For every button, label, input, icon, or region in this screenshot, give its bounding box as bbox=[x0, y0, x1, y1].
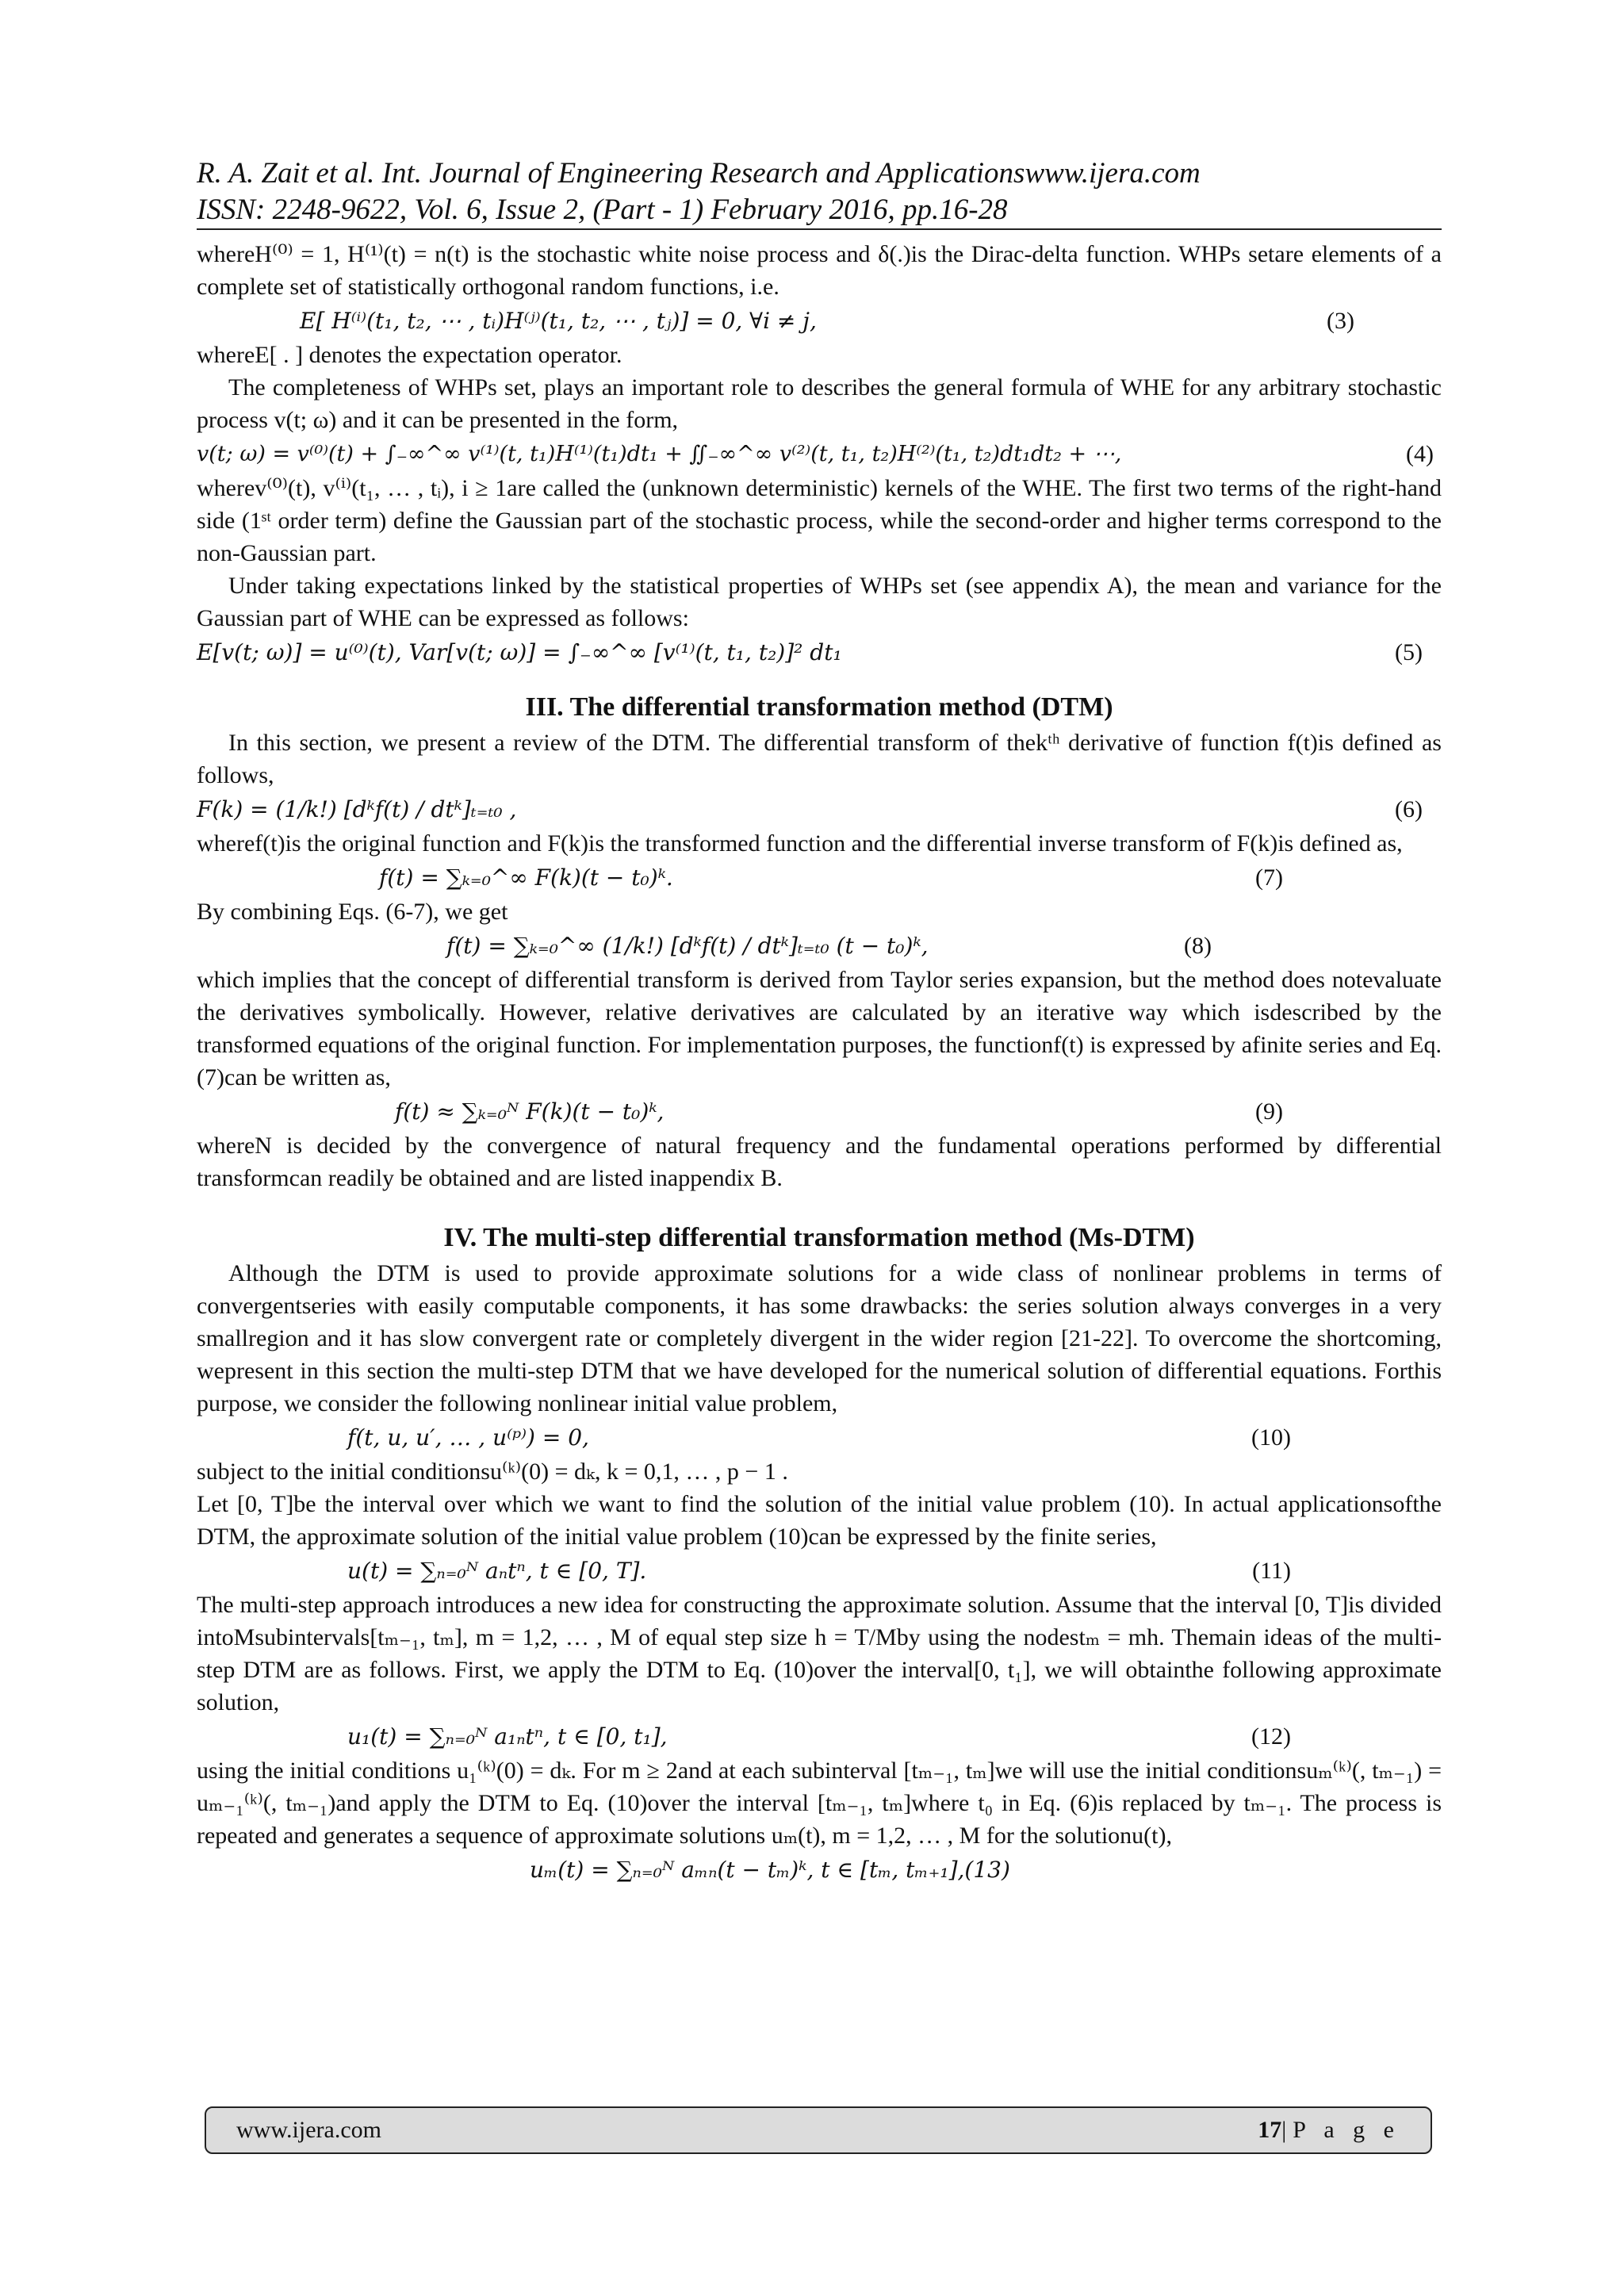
equation-12-formula: u₁(t) = ∑ₙ₌₀ᴺ a₁ₙtⁿ, t ∈ [0, t₁], bbox=[347, 1723, 668, 1750]
equation-13 bbox=[197, 1853, 1442, 1886]
equation-7-number: (7) bbox=[1255, 864, 1283, 891]
paragraph-mean-variance: Under taking expectations linked by the statistical properties of WHPs set (see appendix A), the mean and variance for the Gaussian part of WHE can be expressed as follows: bbox=[197, 573, 1442, 631]
paragraph-inverse-transform: wheref(t)is the original function and F(k)is the transformed function and the differential inverse transform of F(k)is defined as, bbox=[197, 830, 1403, 857]
equation-6-number: (6) bbox=[1395, 796, 1423, 822]
equation-10-number: (10) bbox=[1251, 1424, 1291, 1451]
paragraph-kernels: wherev⁽⁰⁾(t), v⁽ⁱ⁾(t₁, … , tᵢ), i ≥ 1are called the (unknown deterministic) kernels of the WHE. The first two terms of the right-hand side (1ˢᵗ order term) define the Gaussian part of the stochastic process, while the second-order and higher terms correspond to the non-Gaussian part. bbox=[197, 475, 1442, 566]
equation-4-formula: v(t; ω) = v⁽⁰⁾(t) + ∫₋∞^∞ v⁽¹⁾(t, t₁)H⁽¹⁾(t₁)dt₁ + ∬₋∞^∞ v⁽²⁾(t, t₁, t₂)H⁽²⁾(t₁, t₂)dt₁dt₂ + ⋯, bbox=[197, 442, 1122, 466]
header-divider bbox=[197, 228, 1442, 230]
equation-8-formula: f(t) = ∑ₖ₌₀^∞ (1/k!) [dᵏf(t) / dtᵏ]ₜ₌ₜ₀ (t − t₀)ᵏ, bbox=[446, 933, 929, 959]
equation-7 bbox=[197, 861, 1442, 894]
equation-12 bbox=[197, 1720, 1442, 1753]
paragraph-dtm-intro: In this section, we present a review of the DTM. The differential transform of thekᵗʰ derivative of function f(t)is defined as follows, bbox=[197, 730, 1442, 788]
equation-6-formula: F(k) = (1/k!) [dᵏf(t) / dtᵏ]ₜ₌ₜ₀ , bbox=[197, 796, 517, 822]
equation-8 bbox=[197, 930, 1442, 962]
section-heading-dtm: III. The differential transformation method (DTM) bbox=[525, 692, 1113, 722]
paragraph-whp-definition: whereH⁽⁰⁾ = 1, H⁽¹⁾(t) = n(t) is the stochastic white noise process and δ(.)is the Dirac-delta function. WHPs setare elements of a complete set of statistically orthogonal random functions, i.e. bbox=[197, 241, 1442, 300]
paragraph-expectation: whereE[ . ] denotes the expectation operator. bbox=[197, 342, 622, 368]
paragraph-combining: By combining Eqs. (6-7), we get bbox=[197, 899, 508, 925]
page-footer bbox=[205, 2106, 1432, 2154]
equation-7-formula: f(t) = ∑ₖ₌₀^∞ F(k)(t − t₀)ᵏ. bbox=[379, 864, 673, 891]
equation-13-formula: uₘ(t) = ∑ₙ₌₀ᴺ aₘₙ(t − tₘ)ᵏ, t ∈ [tₘ, tₘ₊₁],(13) bbox=[530, 1857, 1010, 1883]
equation-5-formula: E[v(t; ω)] = u⁽⁰⁾(t), Var[v(t; ω)] = ∫₋∞^∞ [v⁽¹⁾(t, t₁, t₂)]² dt₁ bbox=[197, 639, 842, 665]
page-body bbox=[197, 238, 1442, 1888]
equation-12-number: (12) bbox=[1251, 1723, 1291, 1750]
page-number-label: |P a g e bbox=[1281, 2117, 1400, 2143]
equation-8-number: (8) bbox=[1184, 933, 1212, 959]
footer-page-number bbox=[1258, 2117, 1400, 2144]
header-issn-line: ISSN: 2248-9622, Vol. 6, Issue 2, (Part - 1) February 2016, pp.16-28 bbox=[197, 194, 1008, 226]
footer-site-link[interactable]: www.ijera.com bbox=[236, 2117, 381, 2143]
equation-9-formula: f(t) ≈ ∑ₖ₌₀ᴺ F(k)(t − t₀)ᵏ, bbox=[395, 1098, 665, 1125]
equation-6 bbox=[197, 793, 1442, 826]
page-number-value: 17 bbox=[1258, 2117, 1282, 2143]
equation-10-formula: f(t, u, u′, … , u⁽ᵖ⁾) = 0, bbox=[347, 1424, 589, 1451]
equation-11 bbox=[197, 1554, 1442, 1587]
equation-11-number: (11) bbox=[1252, 1558, 1291, 1584]
section-heading-ms-dtm: IV. The multi-step differential transformation method (Ms-DTM) bbox=[443, 1223, 1195, 1252]
paragraph-taylor: which implies that the concept of differential transform is derived from Taylor series expansion, but the method does notevaluate the derivatives symbolically. However, relative derivatives are calculated by an iterative way which isdescribed by the transformed equations of the original function. For implementation purposes, the functionf(t) is expressed by afinite series and Eq. (7)can be written as, bbox=[197, 967, 1442, 1091]
equation-4 bbox=[197, 438, 1442, 470]
paragraph-interval: Let [0, T]be the interval over which we want to find the solution of the initial value problem (10). In actual applicationsofthe DTM, the approximate solution of the initial value problem (10)can be expressed by the finite series, bbox=[197, 1491, 1442, 1550]
equation-9-number: (9) bbox=[1255, 1098, 1283, 1125]
paragraph-subinterval: using the initial conditions u₁⁽ᵏ⁾(0) = dₖ. For m ≥ 2and at each subinterval [tₘ₋₁, tₘ]we will use the initial conditionsuₘ⁽ᵏ⁾(, tₘ₋₁) = uₘ₋₁⁽ᵏ⁾(, tₘ₋₁)and apply the DTM to Eq. (10)over the interval [tₘ₋₁, tₘ]where t₀ in Eq. (6)is replaced by tₘ₋₁. The process is repeated and generates a sequence of approximate solutions uₘ(t), m = 1,2, … , M for the solutionu(t), bbox=[197, 1757, 1442, 1849]
header-journal-line: R. A. Zait et al. Int. Journal of Engineering Research and Applicationswww.ijera.com bbox=[197, 157, 1201, 190]
paragraph-convergence: whereN is decided by the convergence of natural frequency and the fundamental operations performed by differential transformcan readily be obtained and are listed inappendix B. bbox=[197, 1133, 1442, 1191]
paragraph-multistep-approach: The multi-step approach introduces a new idea for constructing the approximate solution. Assume that the interval [0, T]is divided intoMsubintervals[tₘ₋₁, tₘ], m = 1,2, … , M of equal step size h = T/Mby using the nodestₘ = mh. Themain ideas of the multi-step DTM are as follows. First, we apply the DTM to Eq. (10)over the interval[0, t₁], we will obtainthe following approximate solution, bbox=[197, 1592, 1442, 1715]
equation-4-number: (4) bbox=[1406, 441, 1434, 467]
equation-5-number: (5) bbox=[1395, 639, 1423, 665]
running-header bbox=[197, 155, 1201, 228]
paragraph-initial-conditions: subject to the initial conditionsu⁽ᵏ⁾(0) = dₖ, k = 0,1, … , p − 1 . bbox=[197, 1458, 788, 1485]
equation-11-formula: u(t) = ∑ₙ₌₀ᴺ aₙtⁿ, t ∈ [0, T]. bbox=[347, 1558, 647, 1584]
paragraph-ms-dtm-intro: Although the DTM is used to provide approximate solutions for a wide class of nonlinear problems in terms of convergentseries with easily computable components, it has some drawbacks: the series solution always converges in a very smallregion and it has slow convergent rate or completely divergent in the wider region [21-22]. To overcome the shortcoming, wepresent in this section the multi-step DTM that we have developed for the numerical solution of differential equations. Forthis purpose, we consider the following nonlinear initial value problem, bbox=[197, 1260, 1442, 1416]
equation-3-formula: E[ H⁽ⁱ⁾(t₁, t₂, ⋯ , tᵢ)H⁽ʲ⁾(t₁, t₂, ⋯ , tⱼ)] = 0, ∀i ≠ j, bbox=[300, 308, 817, 334]
equation-3-number: (3) bbox=[1327, 308, 1354, 334]
equation-9 bbox=[197, 1095, 1442, 1128]
paragraph-completeness: The completeness of WHPs set, plays an important role to describes the general formula of WHE for any arbitrary stochastic process v(t; ω) and it can be presented in the form, bbox=[197, 374, 1442, 433]
equation-3 bbox=[197, 305, 1442, 337]
equation-10 bbox=[197, 1421, 1442, 1454]
equation-5 bbox=[197, 636, 1442, 669]
